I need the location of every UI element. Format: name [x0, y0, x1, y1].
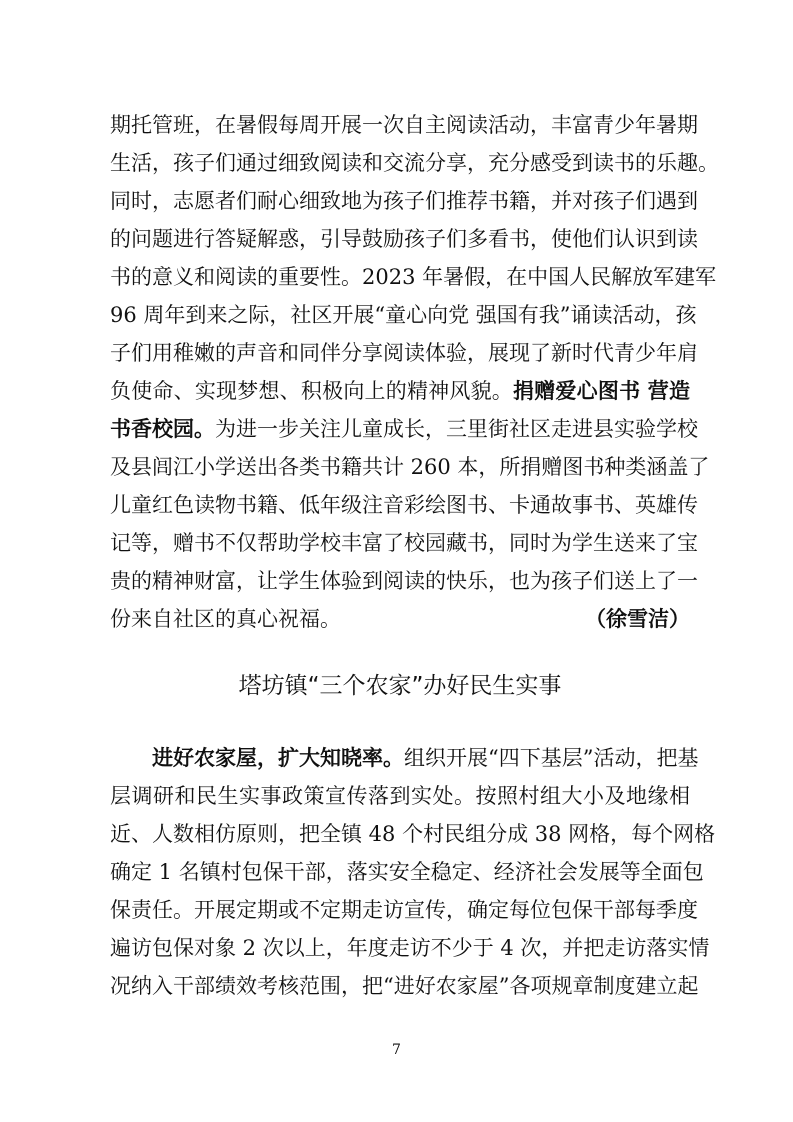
- body-text-line: 及县闾江小学送出各类书籍共计 260 本，所捐赠图书种类涵盖了: [110, 455, 710, 479]
- bold-lead-phrase: 进好农家屋，扩大知晓率。: [152, 745, 404, 770]
- body-text-line: [110, 600, 690, 638]
- body-text-segment: 份来自社区的真心祝福。: [110, 607, 341, 631]
- body-text-line: 记等，赠书不仅帮助学校丰富了校园藏书，同时为学生送来了宝: [110, 531, 698, 555]
- body-text-line: 况纳入干部绩效考核范围，把“进好农家屋”各项规章制度建立起: [110, 974, 699, 998]
- body-text-segment: 负使命、实现梦想、积极向上的精神风貌。: [110, 379, 514, 403]
- body-text-line: 期托管班，在暑假每周开展一次自主阅读活动，丰富青少年暑期: [110, 113, 698, 137]
- body-text-line: 96 周年到来之际，社区开展“童心向党 强国有我”诵读活动，孩: [110, 303, 697, 327]
- body-text-line: 的问题进行答疑解惑，引导鼓励孩子们多看书，使他们认识到读: [110, 227, 698, 251]
- body-text-segment: 组织开展“四下基层”活动，把基: [404, 746, 699, 770]
- bold-lead-phrase: 捐赠爱心图书 营造: [513, 378, 691, 403]
- page-number: 7: [392, 1042, 401, 1058]
- section-heading: 塔坊镇“三个农家”办好民生实事: [238, 673, 562, 699]
- body-text-line: 生活，孩子们通过细致阅读和交流分享，充分感受到读书的乐趣。: [110, 151, 719, 175]
- body-text-line: [110, 372, 690, 410]
- bold-lead-phrase: 书香校园。: [110, 416, 215, 441]
- body-text-line: 保责任。开展定期或不定期走访宣传，确定每位包保干部每季度: [110, 898, 698, 922]
- body-text-line: 同时，志愿者们耐心细致地为孩子们推荐书籍，并对孩子们遇到: [110, 189, 698, 213]
- body-text-line: 书的意义和阅读的重要性。2023 年暑假，在中国人民解放军建军: [110, 265, 717, 289]
- body-text-line: [110, 410, 698, 448]
- body-text-line: 层调研和民生实事政策宣传落到实处。按照村组大小及地缘相: [110, 784, 690, 808]
- body-text-line: 儿童红色读物书籍、低年级注音彩绘图书、卡通故事书、英雄传: [110, 493, 698, 517]
- body-text-line: 遍访包保对象 2 次以上，年度走访不少于 4 次，并把走访落实情: [110, 936, 710, 960]
- body-text-line: 确定 1 名镇村包保干部，落实安全稳定、经济社会发展等全面包: [110, 860, 704, 884]
- body-text-line: 近、人数相仿原则，把全镇 48 个村民组分成 38 网格，每个网格: [110, 822, 716, 846]
- body-text-line: [110, 739, 699, 777]
- author-signature: （徐雪洁）: [585, 606, 690, 631]
- body-text-line: 子们用稚嫩的声音和同伴分享阅读体验，展现了新时代青少年肩: [110, 341, 698, 365]
- body-text-line: 贵的精神财富，让学生体验到阅读的快乐，也为孩子们送上了一: [110, 569, 698, 593]
- body-text-segment: 为进一步关注儿童成长，三里街社区走进县实验学校: [215, 417, 698, 441]
